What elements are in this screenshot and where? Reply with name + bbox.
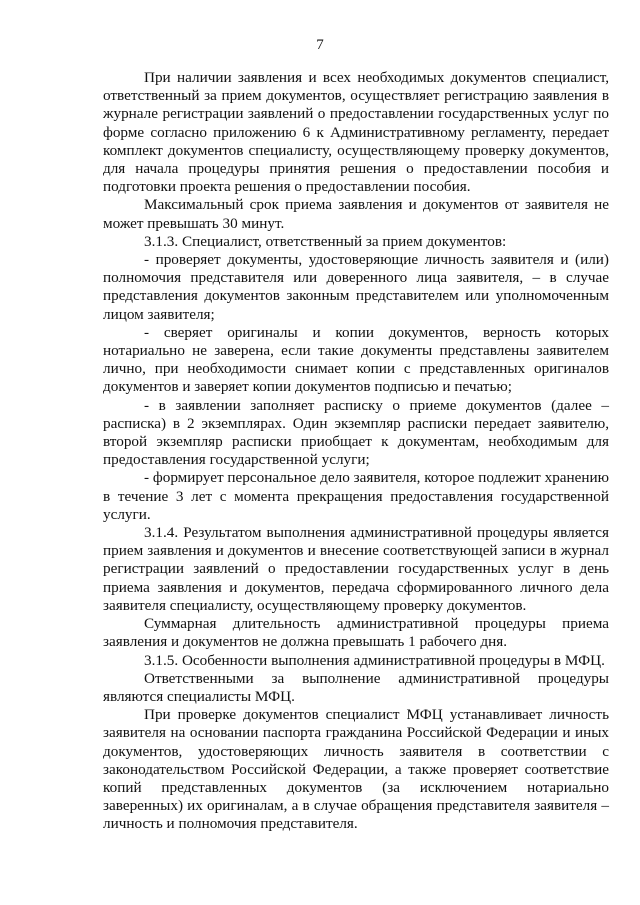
section-heading: 3.1.3. Специалист, ответственный за прием документов:	[144, 232, 507, 250]
paragraph: Максимальный срок приема заявления и документов от заявителя не может превышать 30 минут.	[103, 196, 609, 232]
paragraph: Суммарная длительность административной процедуры приема заявления и документов не должна превышать 1 рабочего дня.	[103, 615, 609, 651]
list-item: - в заявлении заполняет расписку о приеме документов (далее – расписка) в 2 экземплярах. Один экземпляр расписки передает заявителю, второй экземпляр расписки приобщает к документам, необходимым для предоставления государственной услуги;	[103, 396, 609, 469]
paragraph: Ответственными за выполнение административной процедуры являются специалисты МФЦ.	[103, 669, 609, 705]
list-item: - сверяет оригиналы и копии документов, верность которых нотариально не заверена, если такие документы представлены заявителем лично, при необходимости снимает копии с представленных оригиналов документов и заверяет копии документов подписью и печатью;	[103, 323, 609, 396]
paragraph: При наличии заявления и всех необходимых документов специалист, ответственный за прием документов, осуществляет регистрацию заявления в журнале регистрации заявлений о предоставлении государственных услуг по форме согласно приложению 6 к Административному регламенту, передает комплект документов специалисту, осуществляющему проверку документов, для начала процедуры принятия решения о предоставлении пособия и подготовки проекта решения о предоставлении пособия.	[103, 69, 609, 196]
paragraph: При проверке документов специалист МФЦ устанавливает личность заявителя на основании паспорта гражданина Российской Федерации и иных документов, удостоверяющих личность заявителя в соответствии с законодательством Российской Федерации, а также проверяет соответствие копий представленных документов (за исключением нотариально заверенных) их оригиналам, а в случае обращения представителя заявителя – личность и полномочия представителя.	[103, 706, 609, 833]
list-item: - проверяет документы, удостоверяющие личность заявителя и (или) полномочия представителя или доверенного лица заявителя, – в случае представления документов законным представителем или уполномоченным лицом заявителя;	[103, 251, 609, 323]
section-heading: 3.1.5. Особенности выполнения административной процедуры в МФЦ.	[144, 651, 605, 669]
paragraph: 3.1.4. Результатом выполнения административной процедуры является прием заявления и документов и внесение соответствующей записи в журнал регистрации заявлений о предоставлении государственных услуг в день приема заявления и документов, передача сформированного личного дела заявителя специалисту, осуществляющему проверку документов.	[103, 524, 609, 614]
page-number: 7	[316, 37, 324, 53]
document-body	[103, 69, 609, 834]
list-item: - формирует персональное дело заявителя, которое подлежит хранению в течение 3 лет с момента прекращения предоставления государственной услуги.	[103, 469, 609, 523]
